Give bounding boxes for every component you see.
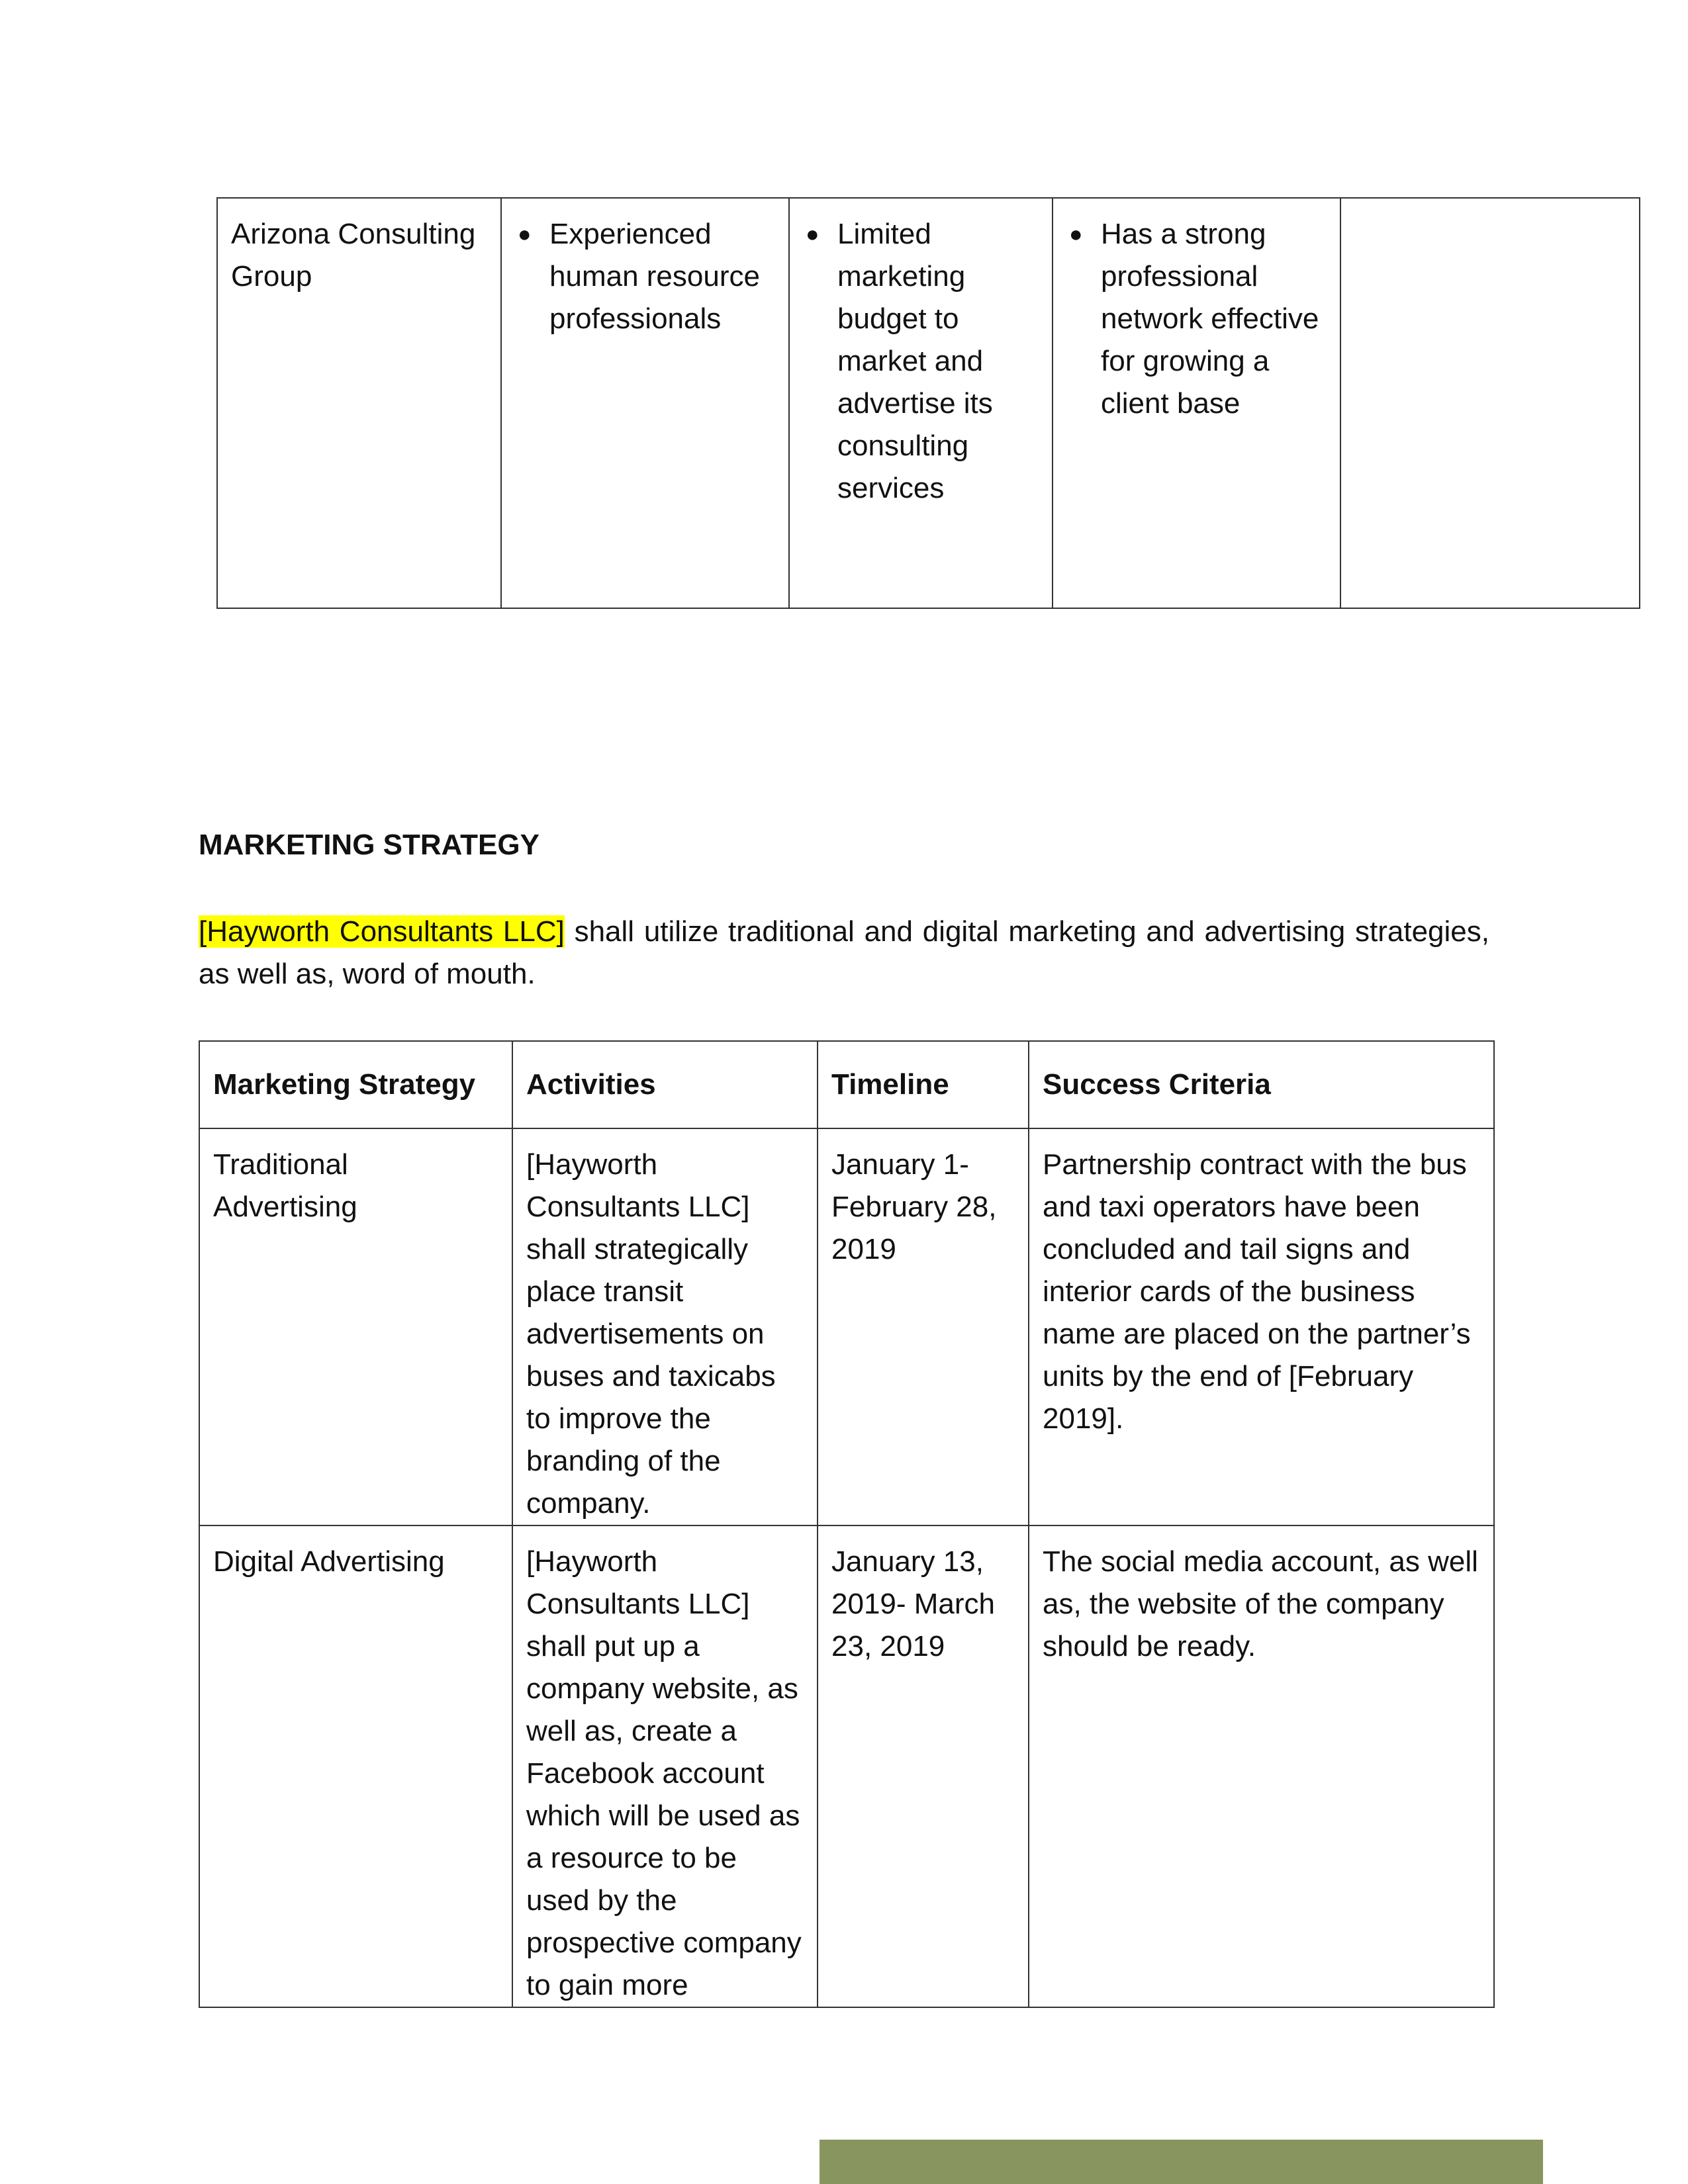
activities-cell: [Hayworth Consultants LLC] shall put up a company website, as well as, create a Facebook account which will be used as a resource to be used by the prospective company to gain more	[512, 1525, 818, 2007]
table-row	[199, 1525, 1494, 2007]
competitor-empty-cell	[1340, 198, 1640, 608]
strategy-cell: Traditional Advertising	[199, 1128, 512, 1525]
bullet-icon: ●	[806, 222, 820, 247]
activities-cell: [Hayworth Consultants LLC] shall strategically place transit advertisements on buses and taxicabs to improve the branding of the company.	[512, 1128, 818, 1525]
bullet-icon: ●	[1069, 222, 1083, 247]
competitor-name: Arizona Consulting Group	[217, 198, 501, 608]
competitor-table	[216, 197, 1640, 609]
list-item: ● Has a strong professional network effective for growing a client base	[1066, 213, 1327, 425]
intro-paragraph	[199, 911, 1489, 995]
column-header-activities: Activities	[512, 1041, 818, 1128]
company-name-highlight: [Hayworth Consultants LLC]	[199, 915, 565, 948]
timeline-cell: January 13, 2019- March 23, 2019	[818, 1525, 1029, 2007]
marketing-strategy-table	[199, 1040, 1495, 2008]
column-header-strategy: Marketing Strategy	[199, 1041, 512, 1128]
success-cell: The social media account, as well as, the website of the company should be ready.	[1029, 1525, 1494, 2007]
section-heading: MARKETING STRATEGY	[199, 829, 539, 861]
table-row	[199, 1128, 1494, 1525]
column-header-success: Success Criteria	[1029, 1041, 1494, 1128]
competitor-opportunities	[1053, 198, 1340, 608]
intro-text: shall utilize traditional and digital marketing and advertising strategies, as well as, word of mouth.	[199, 915, 1489, 990]
footer-bar	[820, 2140, 1543, 2184]
table-header-row	[199, 1041, 1494, 1128]
list-item: ● Limited marketing budget to market and advertise its consulting services	[803, 213, 1039, 510]
table-row	[217, 198, 1640, 608]
list-item: ● Experienced human resource professionals	[515, 213, 775, 340]
competitor-strengths	[501, 198, 789, 608]
strategy-cell: Digital Advertising	[199, 1525, 512, 2007]
bullet-icon: ●	[518, 222, 532, 247]
column-header-timeline: Timeline	[818, 1041, 1029, 1128]
success-cell: Partnership contract with the bus and taxi operators have been concluded and tail signs and interior cards of the business name are placed on the partner’s units by the end of [February 2019].	[1029, 1128, 1494, 1525]
competitor-weaknesses	[789, 198, 1053, 608]
timeline-cell: January 1- February 28, 2019	[818, 1128, 1029, 1525]
